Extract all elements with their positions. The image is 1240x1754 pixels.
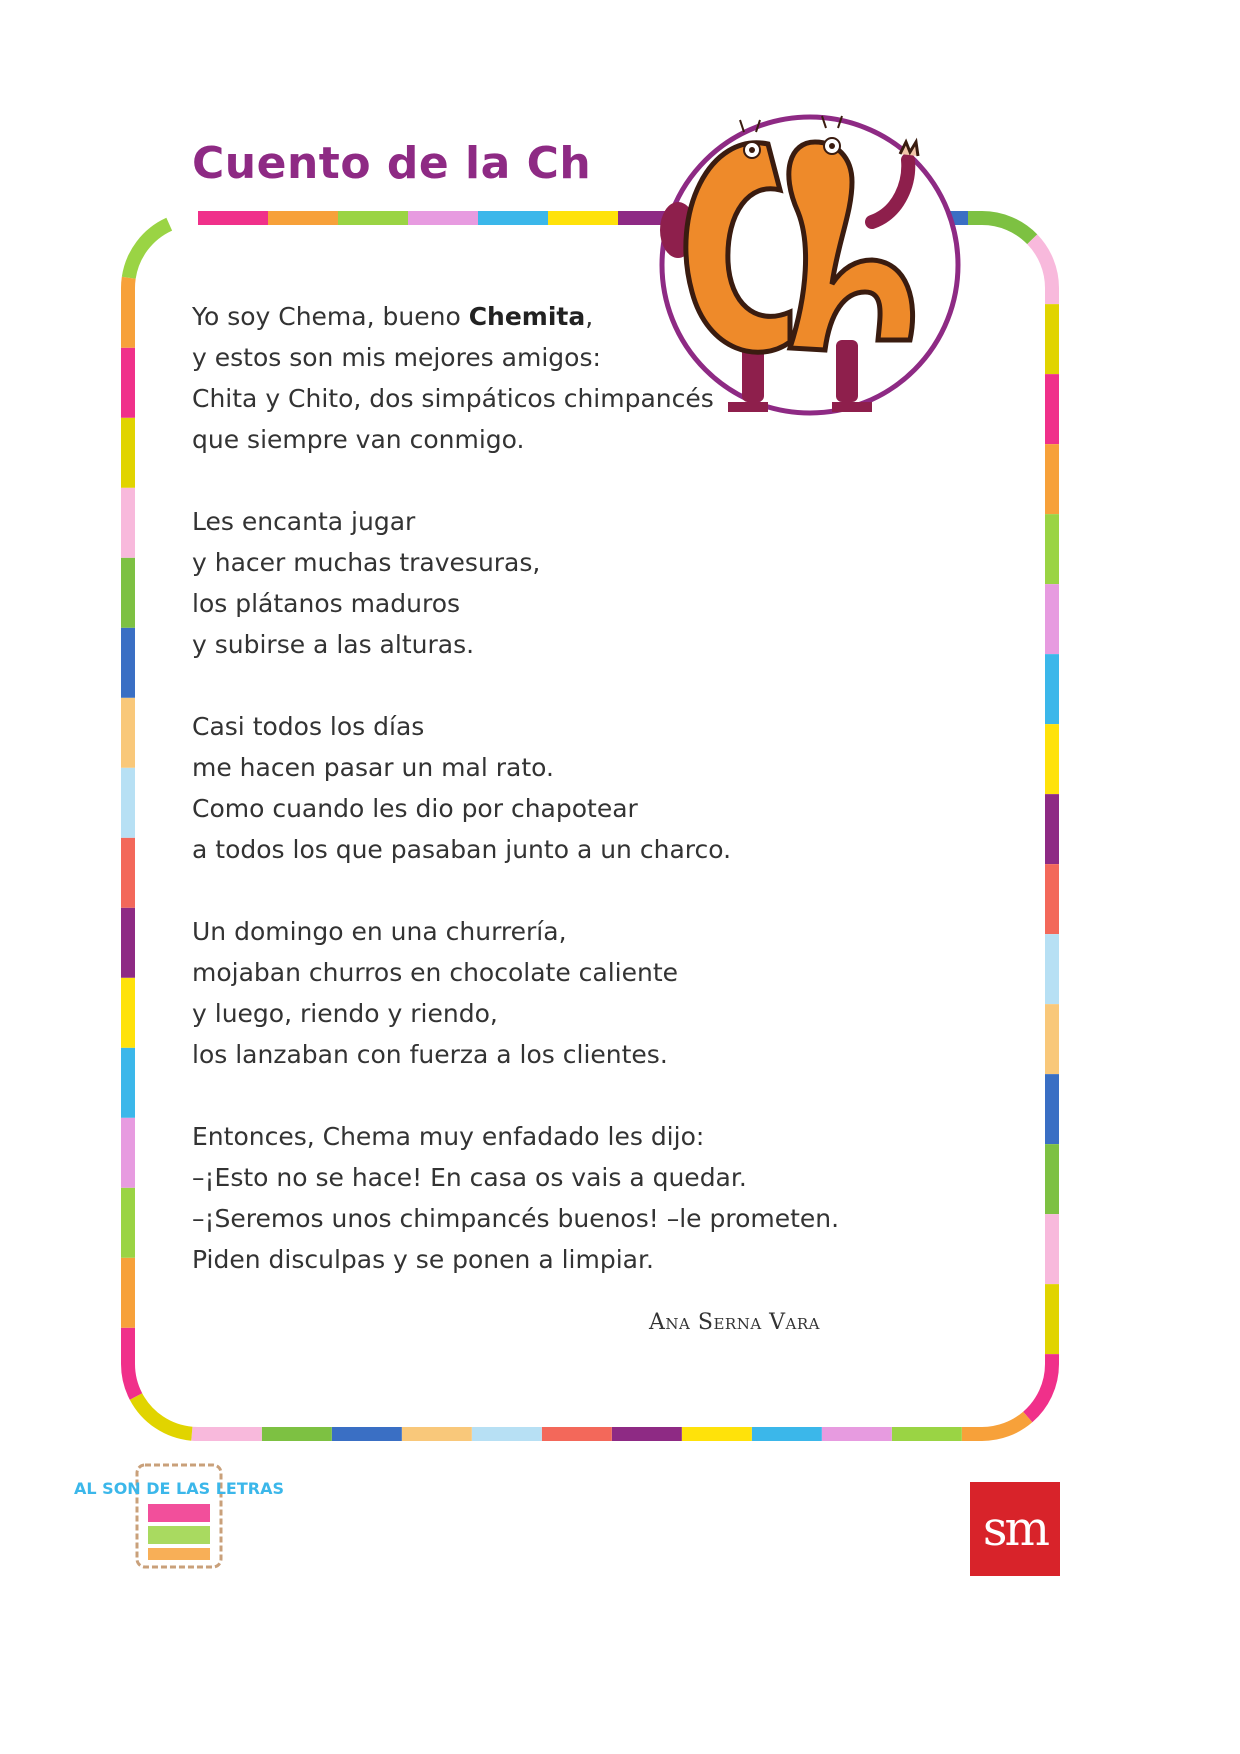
- poem-line: y estos son mis mejores amigos:: [192, 343, 601, 372]
- poem-line: a todos los que pasaban junto a un charco.: [192, 835, 732, 864]
- poem-line: –¡Esto no se hace! En casa os vais a quedar.: [192, 1163, 747, 1192]
- poem-line: que siempre van conmigo.: [192, 425, 525, 454]
- poem-stanza: [192, 501, 832, 665]
- al-son-de-las-letras-logo: [74, 1462, 284, 1570]
- poem-line: Un domingo en una churrería,: [192, 917, 567, 946]
- page-title: Cuento de la Ch: [192, 138, 592, 189]
- poem-line: Chita y Chito, dos simpáticos chimpancés: [192, 384, 714, 413]
- poem-stanza: [192, 706, 832, 870]
- poem-stanza: [192, 911, 832, 1075]
- poem-stanza: [192, 296, 832, 460]
- poem-line: los lanzaban con fuerza a los clientes.: [192, 1040, 668, 1069]
- poem-line: y luego, riendo y riendo,: [192, 999, 498, 1028]
- poem-text: [192, 296, 840, 1321]
- author-name: Ana Serna Vara: [649, 1310, 820, 1335]
- emphasized-name: Chemita: [468, 302, 586, 331]
- poem-line: me hacen pasar un mal rato.: [192, 753, 554, 782]
- poem-line: Piden disculpas y se ponen a limpiar.: [192, 1245, 654, 1274]
- poem-line: los plátanos maduros: [192, 589, 461, 618]
- poem-line: mojaban churros en chocolate caliente: [192, 958, 679, 987]
- poem-line: –¡Seremos unos chimpancés buenos! –le prometen.: [192, 1204, 840, 1233]
- poem-line: Yo soy Chema, bueno Chemita,: [192, 302, 594, 331]
- poem-line: Entonces, Chema muy enfadado les dijo:: [192, 1122, 705, 1151]
- poem-stanza: [192, 1116, 840, 1280]
- poem-line: y hacer muchas travesuras,: [192, 548, 541, 577]
- poem-line: y subirse a las alturas.: [192, 630, 475, 659]
- poem-line: Casi todos los días: [192, 712, 425, 741]
- poem-line: Como cuando les dio por chapotear: [192, 794, 638, 823]
- sm-logo: sm: [970, 1482, 1060, 1576]
- series-logo-label: AL SON DE LAS LETRAS: [74, 1479, 284, 1498]
- poem-line: Les encanta jugar: [192, 507, 416, 536]
